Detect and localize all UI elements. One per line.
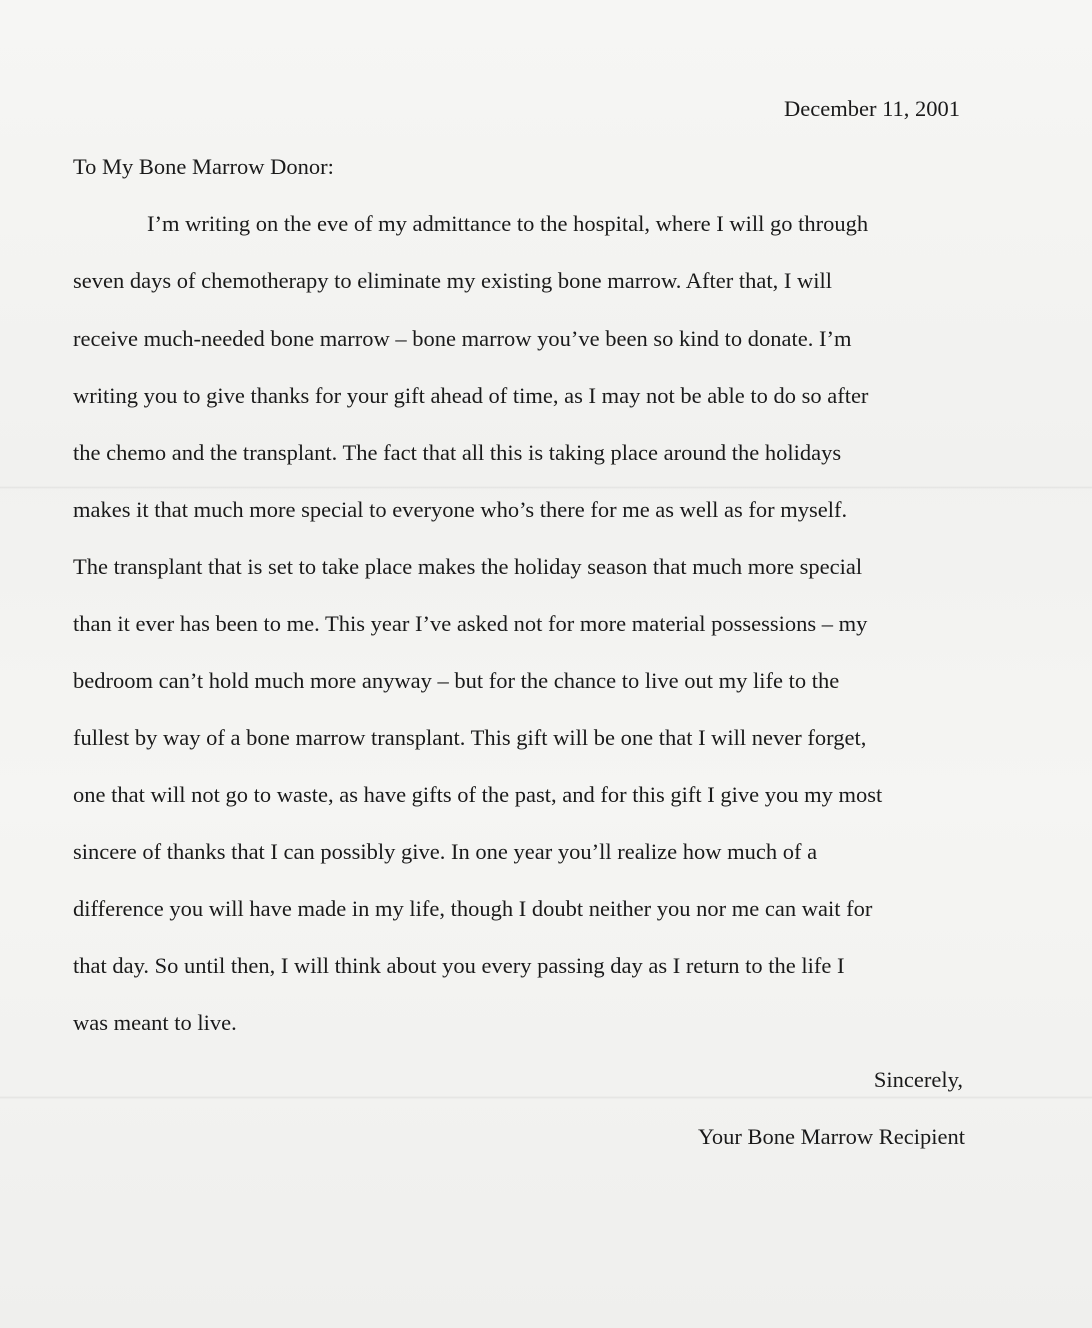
- body-line: makes it that much more special to everyone who’s there for me as well as for myself.: [73, 497, 848, 522]
- letter-salutation: To My Bone Marrow Donor:: [73, 154, 334, 179]
- body-line: sincere of thanks that I can possibly give. In one year you’ll realize how much of a: [73, 839, 818, 864]
- letter-closing: Sincerely,: [873, 1067, 963, 1092]
- body-line: writing you to give thanks for your gift ahead of time, as I may not be able to do so after: [73, 383, 869, 408]
- paper-fold-lower: [0, 1096, 1092, 1099]
- body-line: the chemo and the transplant. The fact that all this is taking place around the holidays: [73, 440, 842, 465]
- paper-fold-upper: [0, 486, 1092, 489]
- body-line: was meant to live.: [73, 1010, 237, 1035]
- letter-date: December 11, 2001: [784, 96, 960, 121]
- body-line: that day. So until then, I will think about you every passing day as I return to the life I: [73, 953, 845, 978]
- body-line: difference you will have made in my life, though I doubt neither you nor me can wait for: [73, 896, 873, 921]
- body-line: bedroom can’t hold much more anyway – but for the chance to live out my life to the: [73, 668, 840, 693]
- body-line: I’m writing on the eve of my admittance to the hospital, where I will go through: [147, 211, 869, 236]
- body-line: fullest by way of a bone marrow transplant. This gift will be one that I will never forget,: [73, 725, 867, 750]
- body-line: than it ever has been to me. This year I’ve asked not for more material possessions – my: [73, 611, 868, 636]
- body-line: receive much-needed bone marrow – bone marrow you’ve been so kind to donate. I’m: [73, 326, 852, 351]
- body-line: The transplant that is set to take place makes the holiday season that much more special: [73, 554, 863, 579]
- body-line: seven days of chemotherapy to eliminate my existing bone marrow. After that, I will: [73, 268, 832, 293]
- letter-signature: Your Bone Marrow Recipient: [697, 1124, 965, 1149]
- body-line: one that will not go to waste, as have gifts of the past, and for this gift I give you my most: [73, 782, 883, 807]
